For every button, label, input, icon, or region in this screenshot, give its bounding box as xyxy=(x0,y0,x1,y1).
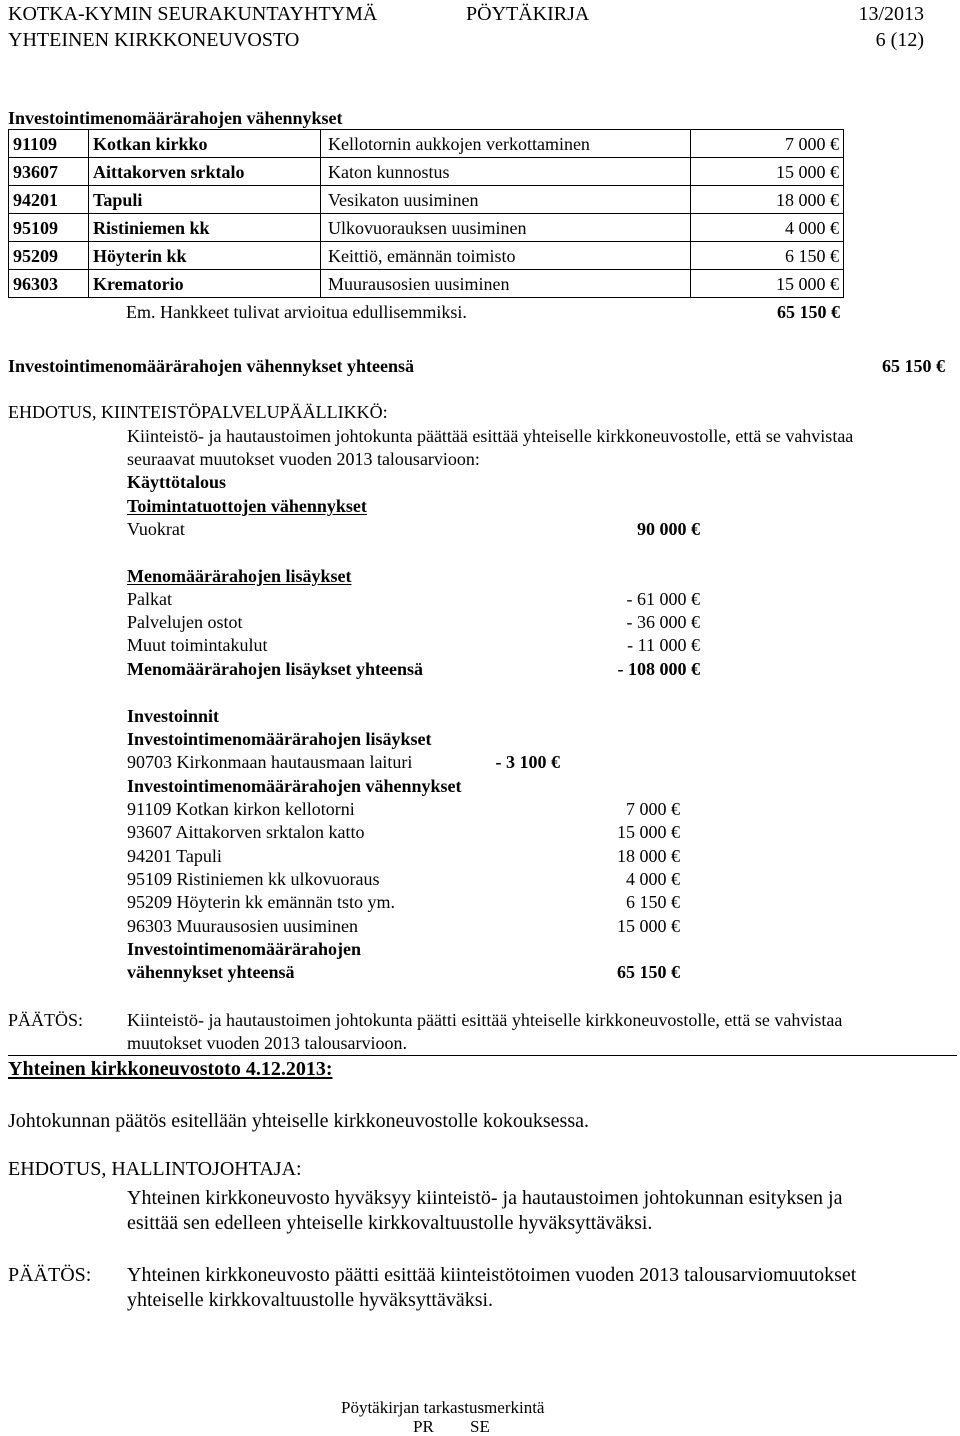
budget-item-label: 95209 Höyterin kk emännän tsto ym. xyxy=(127,892,395,912)
section-divider xyxy=(8,1055,957,1056)
footer-initials: PR xyxy=(413,1417,434,1436)
project-work: Ulkovuorauksen uusiminen xyxy=(321,214,691,242)
project-site: Krematorio xyxy=(89,270,321,298)
budget-item-amount: 15 000 € xyxy=(617,822,680,842)
budget-item-label: 95109 Ristiniemen kk ulkovuoraus xyxy=(127,869,380,889)
budget-item-label: Muut toimintakulut xyxy=(127,635,268,655)
investment-reductions-heading: Investointimenomäärärahojen vähennykset xyxy=(127,776,462,796)
expense-total-label: Menomäärärahojen lisäykset yhteensä xyxy=(127,659,423,679)
meeting-proposal-text-line: esittää sen edelleen yhteiselle kirkkovaltuustolle hyväksyttäväksi. xyxy=(127,1212,653,1234)
footer-initials: SE xyxy=(470,1417,490,1436)
budget-item-amount: - 36 000 € xyxy=(626,612,700,632)
project-work: Kellotornin aukkojen verkottaminen xyxy=(321,130,691,158)
section-title: Investointimenomäärärahojen vähennykset xyxy=(8,108,343,128)
project-amount: 15 000 € xyxy=(691,158,844,186)
budget-item-label: 91109 Kotkan kirkon kellotorni xyxy=(127,799,355,819)
operating-heading: Käyttötalous xyxy=(127,472,226,492)
meeting-intro: Johtokunnan päätös esitellään yhteiselle kirkkoneuvostolle kokouksessa. xyxy=(8,1110,589,1132)
document-type: PÖYTÄKIRJA xyxy=(466,3,590,25)
decision-text-line: muutokset vuoden 2013 talousarvioon. xyxy=(127,1033,407,1053)
project-code: 91109 xyxy=(9,130,89,158)
reductions-note-amount: 65 150 € xyxy=(777,302,840,322)
organization-name: KOTKA-KYMIN SEURAKUNTAYHTYMÄ xyxy=(8,3,378,25)
project-amount: 15 000 € xyxy=(691,270,844,298)
budget-item-amount: - 61 000 € xyxy=(626,589,700,609)
table-row xyxy=(9,242,844,270)
table-row xyxy=(9,130,844,158)
budget-item-label: Palkat xyxy=(127,589,172,609)
project-amount: 18 000 € xyxy=(691,186,844,214)
investments-heading: Investoinnit xyxy=(127,706,220,726)
investment-total-label: Investointimenomäärärahojen xyxy=(127,939,361,959)
proposal-text-line: Kiinteistö- ja hautaustoimen johtokunta päättää esittää yhteiselle kirkkoneuvostolle, että se vahvistaa xyxy=(127,426,854,446)
reductions-table xyxy=(8,129,844,298)
budget-item-label: 90703 Kirkonmaan hautausmaan laituri xyxy=(127,752,413,772)
project-code: 94201 xyxy=(9,186,89,214)
proposal-heading: EHDOTUS, KIINTEISTÖPALVELUPÄÄLLIKKÖ: xyxy=(8,402,388,422)
footer-caption: Pöytäkirjan tarkastusmerkintä xyxy=(341,1398,545,1417)
project-amount: 7 000 € xyxy=(691,130,844,158)
page-number: 6 (12) xyxy=(875,29,924,51)
budget-item-label: Palvelujen ostot xyxy=(127,612,243,632)
table-row xyxy=(9,158,844,186)
project-work: Vesikaton uusiminen xyxy=(321,186,691,214)
budget-item-amount: 18 000 € xyxy=(617,846,680,866)
investment-increases-heading: Investointimenomäärärahojen lisäykset xyxy=(127,729,432,749)
project-amount: 4 000 € xyxy=(691,214,844,242)
budget-item-label: 94201 Tapuli xyxy=(127,846,222,866)
project-site: Höyterin kk xyxy=(89,242,321,270)
reductions-total-label: Investointimenomäärärahojen vähennykset yhteensä xyxy=(8,356,415,376)
decision-label: PÄÄTÖS: xyxy=(8,1010,84,1030)
budget-item-amount: 4 000 € xyxy=(626,869,680,889)
meeting-decision-text-line: yhteiselle kirkkovaltuustolle hyväksyttäväksi. xyxy=(127,1289,494,1311)
table-row xyxy=(9,270,844,298)
reductions-note: Em. Hankkeet tulivat arvioitua edullisemmiksi. xyxy=(126,302,467,322)
project-code: 95109 xyxy=(9,214,89,242)
project-work: Muurausosien uusiminen xyxy=(321,270,691,298)
meeting-decision-label: PÄÄTÖS: xyxy=(8,1264,92,1286)
project-code: 93607 xyxy=(9,158,89,186)
budget-item-amount: - 3 100 € xyxy=(495,752,560,772)
budget-item-amount: 90 000 € xyxy=(637,519,700,539)
project-site: Ristiniemen kk xyxy=(89,214,321,242)
project-amount: 6 150 € xyxy=(691,242,844,270)
investment-total-label: vähennykset yhteensä xyxy=(127,962,295,982)
decision-text-line: Kiinteistö- ja hautaustoimen johtokunta päätti esittää yhteiselle kirkkoneuvostolle, että se vahvistaa xyxy=(127,1010,843,1030)
budget-item-label: 93607 Aittakorven srktalon katto xyxy=(127,822,365,842)
budget-item-amount: 7 000 € xyxy=(626,799,680,819)
project-code: 96303 xyxy=(9,270,89,298)
budget-item-label: 96303 Muurausosien uusiminen xyxy=(127,916,358,936)
project-work: Keittiö, emännän toimisto xyxy=(321,242,691,270)
meeting-heading: Yhteinen kirkkoneuvostoto 4.12.2013: xyxy=(8,1058,333,1080)
document-number: 13/2013 xyxy=(858,3,924,25)
project-code: 95209 xyxy=(9,242,89,270)
expense-total-amount: - 108 000 € xyxy=(617,659,700,679)
meeting-proposal-heading: EHDOTUS, HALLINTOJOHTAJA: xyxy=(8,1158,302,1180)
income-reductions-heading: Toimintatuottojen vähennykset xyxy=(127,496,367,516)
expense-increases-heading: Menomäärärahojen lisäykset xyxy=(127,566,352,586)
project-site: Tapuli xyxy=(89,186,321,214)
project-site: Aittakorven srktalo xyxy=(89,158,321,186)
budget-item-amount: - 11 000 € xyxy=(627,635,700,655)
budget-item-amount: 6 150 € xyxy=(626,892,680,912)
table-row xyxy=(9,186,844,214)
meeting-decision-text-line: Yhteinen kirkkoneuvosto päätti esittää kiinteistötoimen vuoden 2013 talousarviomuutokset xyxy=(127,1264,857,1286)
budget-item-label: Vuokrat xyxy=(127,519,185,539)
project-work: Katon kunnostus xyxy=(321,158,691,186)
governing-body: YHTEINEN KIRKKONEUVOSTO xyxy=(8,29,300,51)
project-site: Kotkan kirkko xyxy=(89,130,321,158)
reductions-total-amount: 65 150 € xyxy=(882,356,945,376)
budget-item-amount: 15 000 € xyxy=(617,916,680,936)
table-row xyxy=(9,214,844,242)
investment-total-amount: 65 150 € xyxy=(617,962,680,982)
meeting-proposal-text-line: Yhteinen kirkkoneuvosto hyväksyy kiinteistö- ja hautaustoimen johtokunnan esityksen ja xyxy=(127,1187,843,1209)
proposal-text-line: seuraavat muutokset vuoden 2013 talousarvioon: xyxy=(127,449,480,469)
